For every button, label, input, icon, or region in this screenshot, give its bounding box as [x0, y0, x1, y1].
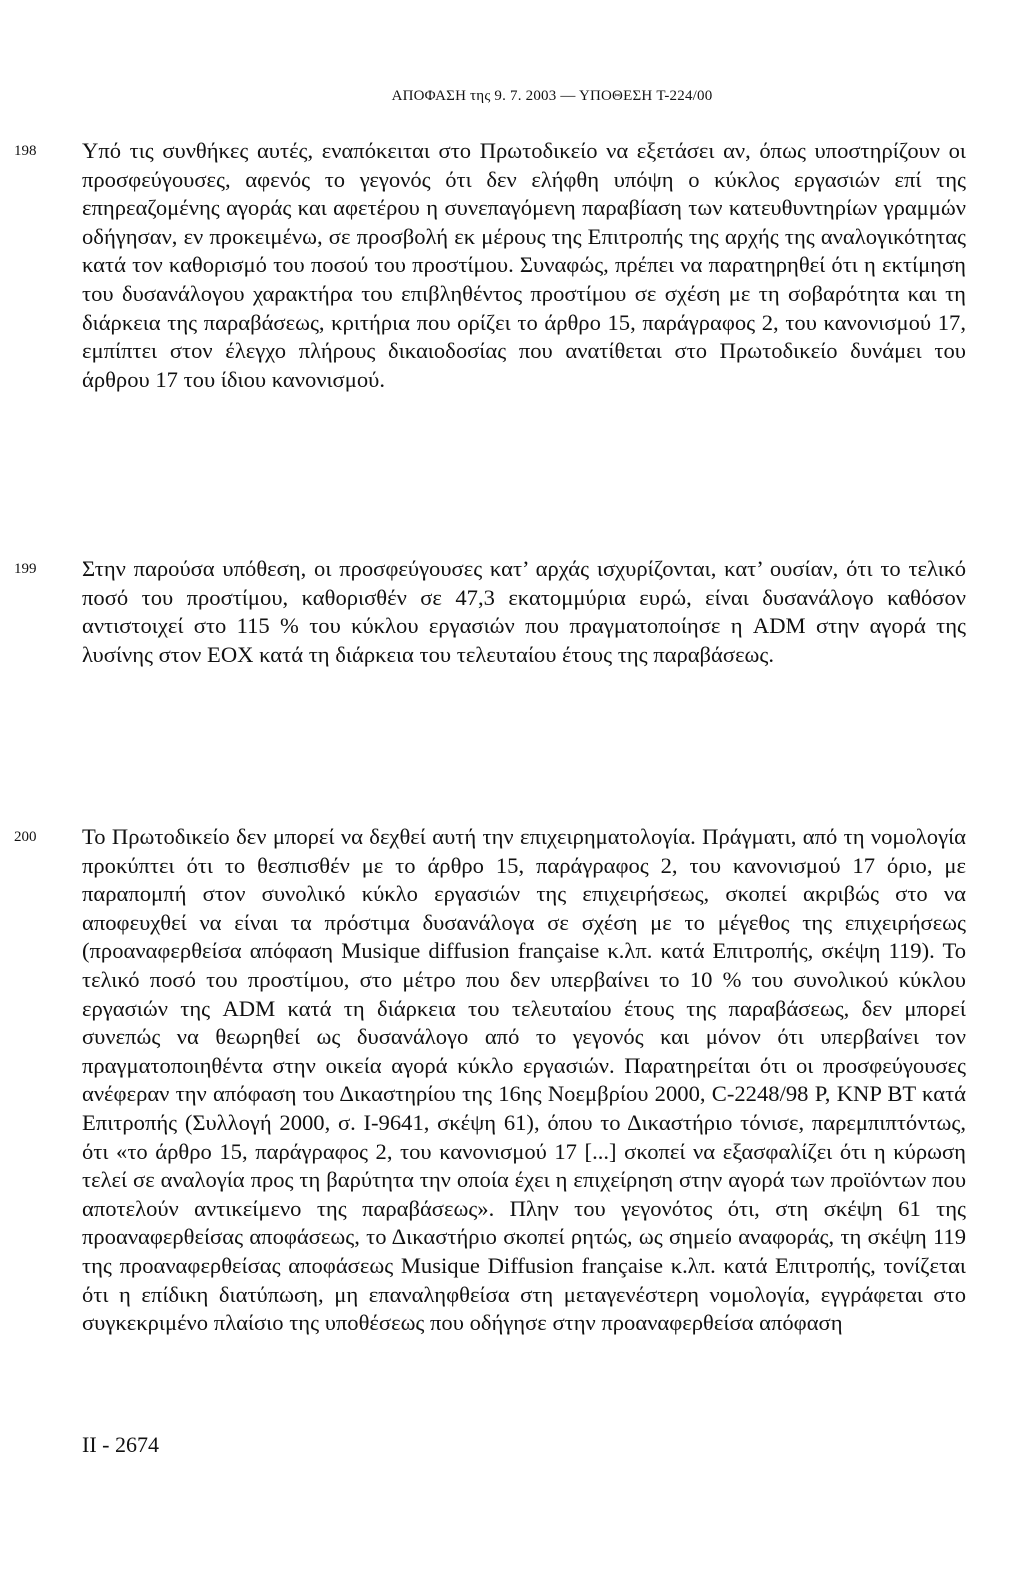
- paragraph-text: Το Πρωτοδικείο δεν μπορεί να δεχθεί αυτή την επιχειρηματολογία. Πράγματι, από τη νομολογία προκύπτει ότι το θεσπισθέν με το άρθρο 15, παράγραφος 2, του κανονισμού 17 όριο, με παραπομπή στον συνολικό κύκλο εργασιών της επιχειρήσεως, σκοπεί ακριβώς στο να αποφευχθεί να είναι τα πρόστιμα δυσανάλογα σε σχέση με το μέγεθος της επιχειρήσεως (προαναφερθείσα απόφαση Musique diffusion française κ.λπ. κατά Επιτροπής, σκέψη 119). Το τελικό ποσό του προστίμου, στο μέτρο που δεν υπερβαίνει το 10 % του συνολικού κύκλου εργασιών της ADM κατά τη διάρκεια του τελευταίου έτους της παραβάσεως, δεν μπορεί συνεπώς να θεωρηθεί ως δυσανάλογο από το γεγονός και μόνον ότι υπερβαίνει τον πραγματοποιηθέντα στην οικεία αγορά κύκλο εργασιών. Παρατηρείται ότι οι προσφεύγουσες ανέφεραν την απόφαση του Δικαστηρίου της 16ης Νοεμβρίου 2000, C-2248/98 P, KNP BT κατά Επιτροπής (Συλλογή 2000, σ. I-9641, σκέψη 61), όπου το Δικαστήριο τόνισε, παρεμπιπτόντως, ότι «το άρθρο 15, παράγραφος 2, του κανονισμού 17 [...] σκοπεί να εξασφαλίζει ότι η κύρωση τελεί σε αναλογία προς τη βαρύτητα την οποία έχει η επιχείρηση στην αγορά των προϊόντων που αποτελούν αντικείμενο της παραβάσεως». Πλην του γεγονότος ότι, στη σκέψη 61 της προαναφερθείσας αποφάσεως, το Δικαστήριο σκοπεί ρητώς, ως σημείο αναφοράς, τη σκέψη 119 της προαναφερθείσας αποφάσεως Musique Diffusion française κ.λπ. κατά Επιτροπής, τονίζεται ότι η επίδικη διατύπωση, μη επαναληφθείσα στη μεταγενέστερη νομολογία, εγγράφεται στο συγκεκριμένο πλαίσιο της υποθέσεως που οδήγησε στην προαναφερθείσα απόφαση: [82, 824, 966, 1336]
- paragraph-198: [14, 137, 966, 394]
- running-header: ΑΠΟΦΑΣΗ της 9. 7. 2003 — ΥΠΟΘΕΣΗ T-224/00: [391, 88, 713, 104]
- paragraph-number: 198: [14, 143, 37, 159]
- paragraph-text: Στην παρούσα υπόθεση, οι προσφεύγουσες κατ’ αρχάς ισχυρίζονται, κατ’ ουσίαν, ότι το τελικό ποσό του προστίμου, καθορισθέν σε 47,3 εκατομμύρια ευρώ, είναι δυσανάλογο καθόσον αντιστοιχεί στο 115 % του κύκλου εργασιών που πραγματοποίησε η ADM στην αγορά της λυσίνης στον ΕΟΧ κατά τη διάρκεια του τελευταίου έτους της παραβάσεως.: [82, 556, 966, 667]
- paragraph-199: [14, 555, 966, 669]
- paragraph-200: [14, 823, 966, 1338]
- paragraph-number: 199: [14, 561, 37, 577]
- page-number: II - 2674: [82, 1432, 159, 1457]
- paragraph-number: 200: [14, 829, 37, 845]
- paragraph-text: Υπό τις συνθήκες αυτές, εναπόκειται στο Πρωτοδικείο να εξετάσει αν, όπως υποστηρίζουν οι προσφεύγουσες, αφενός το γεγονός ότι δεν ελήφθη υπόψη ο κύκλος εργασιών επί της επηρεαζομένης αγοράς και αφετέρου η συνεπαγόμενη παραβίαση των κατευθυντηρίων γραμμών οδήγησαν, εν προκειμένω, σε προσβολή εκ μέρους της Επιτροπής της αρχής της αναλογικότητας κατά τον καθορισμό του ποσού του προστίμου. Συναφώς, πρέπει να παρατηρηθεί ότι η εκτίμηση του δυσανάλογου χαρακτήρα του επιβληθέντος προστίμου σε σχέση με τη σοβαρότητα και τη διάρκεια της παραβάσεως, κριτήρια που ορίζει το άρθρο 15, παράγραφος 2, του κανονισμού 17, εμπίπτει στον έλεγχο πλήρους δικαιοδοσίας που ανατίθεται στο Πρωτοδικείο δυνάμει του άρθρου 17 του ίδιου κανονισμού.: [82, 138, 966, 392]
